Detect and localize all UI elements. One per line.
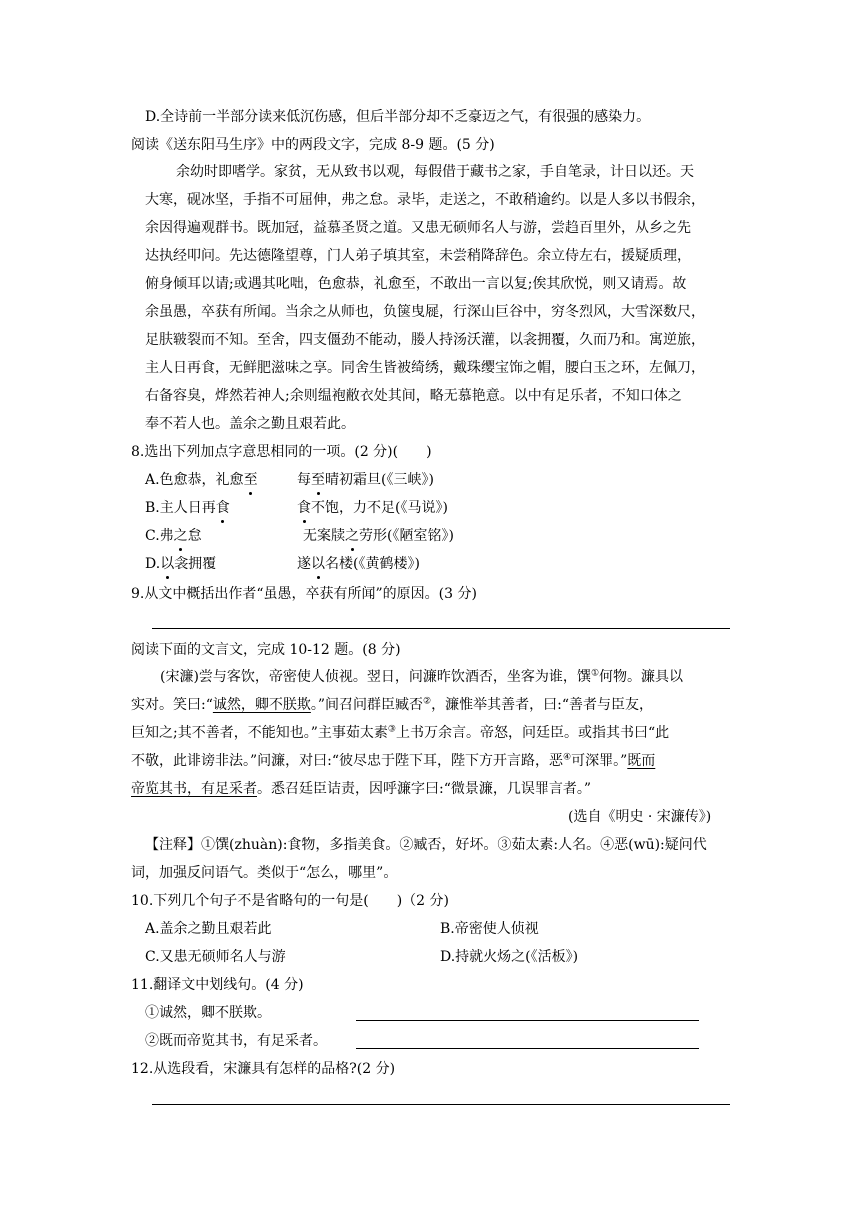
- q8-d-post: 衾拥覆: [174, 556, 217, 572]
- q12-answer-line[interactable]: [152, 1104, 730, 1105]
- passage2-l4: 不敬，此诽谤非法。”问濂，对曰:“彼尽忠于陛下耳，陛下方开言路，恶: [131, 753, 564, 769]
- passage1-line: 俯身倾耳以请;或遇其叱咄，色愈恭，礼愈至，不敢出一言以复;俟其欣悦，则又请焉。故: [145, 276, 687, 292]
- q8-option-c-compare: [303, 526, 454, 546]
- q10-option-b[interactable]: B.帝密使人侦视: [440, 921, 539, 937]
- passage2-line: [160, 667, 683, 687]
- q8-option-d[interactable]: [145, 554, 216, 574]
- q11-stem: 11.翻译文中划线句。(4 分): [131, 977, 304, 993]
- annotation: 词，加强反问语气。类似于“怎么，哪里”。: [131, 865, 398, 881]
- passage2-line: [131, 723, 669, 743]
- passage2-l2-end: ，濂惟举其善者，曰:“善者与臣友，: [431, 697, 653, 713]
- dotted-char: 以: [160, 556, 175, 572]
- passage2-l3-end: 上书万余言。帝怒，问廷臣。或指其书曰“此: [395, 725, 670, 741]
- passage2-source: (选自《明史 · 宋濂传》): [568, 809, 712, 825]
- passage2-line: [131, 779, 591, 799]
- q7-option-d: D.全诗前一半部分读来低沉伤感，但后半部分却不乏豪迈之气，有很强的感染力。: [145, 109, 651, 125]
- q8-b-text: B.主人日再: [145, 500, 216, 516]
- dotted-char: 食: [215, 500, 230, 516]
- passage1-line: 主人日再食，无鲜肥滋味之享。同舍生皆被绮绣，戴珠缨宝饰之帽，腰白玉之环，左佩刀，: [145, 360, 705, 376]
- passage2-intro: 阅读下面的文言文，完成 10-12 题。(8 分): [131, 642, 401, 658]
- footnote-mark: ②: [423, 696, 432, 707]
- footnote-mark: ④: [563, 752, 572, 763]
- q10-option-d[interactable]: D.持就火炀之(《活板》): [440, 949, 579, 965]
- dotted-char: 之: [345, 528, 359, 544]
- q11-answer-line-1[interactable]: [356, 1020, 699, 1021]
- passage2-l1: (宋濂)尝与客饮，帝密使人侦视。翌日，问濂昨饮酒否，坐客为谁，馔: [160, 669, 591, 685]
- passage1-line: 大寒，砚冰坚，手指不可屈伸，弗之怠。录毕，走送之，不敢稍逾约。以是人多以书假余，: [145, 192, 705, 208]
- passage1-line: 余因得遍观群书。既加冠，益慕圣贤之道。又患无硕师名人与游，尝趋百里外，从乡之先: [145, 220, 691, 236]
- q8-b-compare-post: 不饱，力不足(《马说》): [311, 500, 448, 516]
- passage2-line: [131, 695, 653, 715]
- passage2-l2-mid: 。”间召问群臣臧否: [310, 697, 424, 713]
- q10-option-c[interactable]: C.又患无硕师名人与游: [145, 949, 286, 965]
- passage2-line: [131, 751, 655, 771]
- passage1-intro: 阅读《送东阳马生序》中的两段文字，完成 8-9 题。(5 分): [131, 137, 495, 153]
- passage2-l3: 巨知之;其不善者，不能知也。”主事茹太素: [131, 725, 388, 741]
- q8-c-compare-pre: 无案牍: [303, 528, 345, 544]
- q8-a-text: A.色愈恭，礼愈: [145, 472, 244, 488]
- passage2-l4-mid: 可深罪。”: [571, 753, 628, 769]
- q8-a-compare-pre: 每: [297, 472, 311, 488]
- passage1-line: 达执经叩问。先达德隆望尊，门人弟子填其室，未尝稍降辞色。余立侍左右，援疑质理，: [145, 248, 691, 264]
- q9-stem: 9.从文中概括出作者“虽愚，卒获有所闻”的原因。(3 分): [131, 586, 477, 602]
- passage1-line: 余虽愚，卒获有所闻。当余之从师也，负箧曳屣，行深山巨谷中，穷冬烈风，大雪深数尺，: [145, 304, 705, 320]
- q8-c-post: 怠: [187, 528, 202, 544]
- passage1-line: 右备容臭，烨然若神人;余则缊袍敝衣处其间，略无慕艳意。以中有足乐者，不知口体之: [145, 388, 682, 404]
- q8-option-b[interactable]: [145, 498, 230, 518]
- passage1-line: 奉不若人也。盖余之勤且艰若此。: [145, 416, 355, 432]
- dotted-char: 以: [311, 556, 325, 572]
- q8-option-b-compare: [297, 498, 448, 518]
- q8-a-compare-post: 晴初霜旦(《三峡》): [325, 472, 434, 488]
- q12-stem: 12.从选段看，宋濂具有怎样的品格?(2 分): [131, 1061, 396, 1077]
- dotted-char: 至: [311, 472, 325, 488]
- q8-option-a-compare: [297, 470, 434, 490]
- dotted-char: 食: [297, 500, 311, 516]
- q8-c-pre: C.弗: [145, 528, 174, 544]
- passage2-l1-end: 何物。濂具以: [599, 669, 684, 685]
- passage1-line: 足肤皲裂而不知。至舍，四支僵劲不能动，媵人持汤沃灌，以衾拥覆，久而乃和。寓逆旅，: [145, 332, 705, 348]
- q8-stem: 8.选出下列加点字意思相同的一项。(2 分)( ): [131, 444, 432, 460]
- q8-d-compare-post: 名楼(《黄鹤楼》): [325, 556, 420, 572]
- underlined-sentence: 既而: [627, 753, 656, 769]
- annotation: 【注释】①馔(zhuàn):食物，多指美食。②臧否，好坏。③茹太素:人名。④恶(wū):疑问代: [145, 837, 707, 853]
- q8-option-c[interactable]: [145, 526, 202, 546]
- q8-d-compare-pre: 遂: [297, 556, 311, 572]
- footnote-mark: ③: [387, 724, 396, 735]
- underlined-sentence: 诚然，卿不朕欺: [212, 697, 311, 713]
- q11-sentence-2: ②既而帝览其书，有足采者。: [145, 1033, 327, 1049]
- underlined-sentence: 帝览其书，有足采者: [131, 781, 257, 797]
- q11-answer-line-2[interactable]: [356, 1048, 699, 1049]
- q8-option-d-compare: [297, 554, 420, 574]
- footnote-mark: ①: [590, 668, 600, 679]
- q11-sentence-1: ①诚然，卿不朕欺。: [145, 1005, 271, 1021]
- dotted-char: 之: [173, 528, 188, 544]
- q8-option-a[interactable]: [145, 470, 258, 490]
- passage2-l2-pre: 实对。笑曰:“: [131, 697, 213, 713]
- q8-c-compare-post: 劳形(《陋室铭》): [359, 528, 454, 544]
- q10-option-a[interactable]: A.盖余之勤且艰若此: [145, 921, 272, 937]
- q10-stem: 10.下列几个句子不是省略句的一句是( )（2 分): [131, 893, 450, 909]
- passage2-l5-end: 。悉召廷臣诘责，因呼濂字曰:“微景濂，几误罪言者。”: [257, 781, 592, 797]
- dotted-char: 至: [243, 472, 258, 488]
- q9-answer-line[interactable]: [152, 628, 730, 629]
- q8-d-pre: D.: [145, 556, 161, 572]
- passage1-line: 余幼时即嗜学。家贫，无从致书以观，每假借于藏书之家，手自笔录，计日以还。天: [176, 164, 694, 180]
